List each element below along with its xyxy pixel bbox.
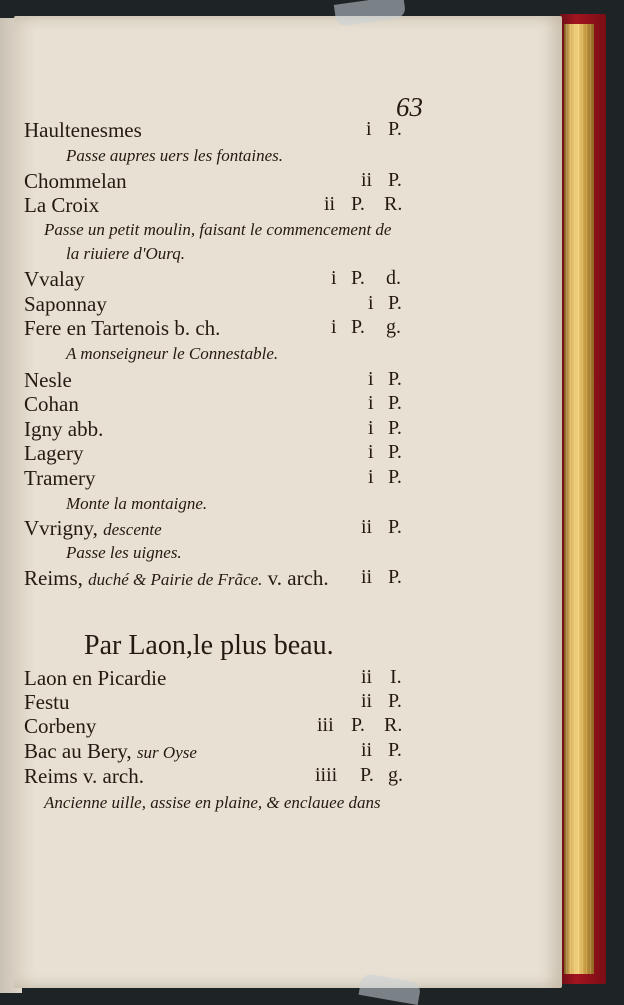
itinerary-row: [14, 193, 562, 219]
place-name: Chommelan: [24, 169, 127, 193]
post-mark: P.: [388, 292, 402, 314]
itinerary-row: [14, 169, 562, 195]
post-mark: P.: [388, 516, 402, 538]
distance: ii: [361, 566, 373, 588]
place-name: Tramery: [24, 466, 96, 490]
place-name: Lagery: [24, 441, 84, 465]
route-note: la riuiere d'Ourq.: [66, 244, 186, 263]
post-mark: P.: [388, 392, 402, 414]
place-name: Saponnay: [24, 292, 107, 316]
itinerary-row: [14, 739, 562, 765]
post-mark: P.: [388, 566, 402, 588]
distance: i: [368, 368, 374, 390]
itinerary-row: [14, 714, 562, 740]
place-name: Igny abb.: [24, 417, 104, 441]
distance: i: [368, 292, 374, 314]
route-note: Monte la montaigne.: [66, 494, 208, 513]
post-mark: P.: [388, 690, 402, 712]
route-note: Passe les uignes.: [66, 543, 182, 562]
distance: i: [368, 417, 374, 439]
distance: i: [366, 118, 372, 140]
relay-mark: g.: [388, 764, 403, 786]
itinerary-row: [14, 666, 562, 692]
route-note: Passe aupres uers les fontaines.: [66, 146, 284, 165]
route-note: Ancienne uille, assise en plaine, & enclauee dans: [44, 793, 381, 812]
distance: ii: [361, 739, 373, 761]
post-mark: P.: [388, 466, 402, 488]
page-number: 63: [396, 92, 423, 122]
post-mark: P.: [388, 118, 402, 140]
gilt-page-lines: [566, 24, 592, 974]
itinerary-row: [14, 118, 562, 144]
place-name: Cohan: [24, 392, 79, 416]
itinerary-row: [14, 292, 562, 318]
place-name: Nesle: [24, 368, 72, 392]
place-name: Vvalay: [24, 267, 85, 291]
distance: ii: [361, 666, 373, 688]
post-mark: P.: [388, 417, 402, 439]
relay-mark: g.: [386, 316, 401, 338]
relay-mark: d.: [386, 267, 401, 289]
distance: iii: [317, 714, 334, 736]
distance: ii: [361, 169, 373, 191]
distance: i: [368, 466, 374, 488]
itinerary-row: [14, 690, 562, 716]
distance: iiii: [315, 764, 338, 786]
place-name: Festu: [24, 690, 70, 714]
route-note: A monseigneur le Connestable.: [66, 344, 279, 363]
itinerary-row: [14, 368, 562, 394]
place-name: Laon en Picardie: [24, 666, 167, 690]
place-name: Bac au Bery, sur Oyse: [24, 739, 197, 763]
place-name: Haultenesmes: [24, 118, 142, 142]
post-mark: P.: [388, 368, 402, 390]
section-heading: Par Laon,le plus beau.: [84, 630, 334, 661]
post-mark: P.: [351, 193, 365, 215]
post-mark: P.: [351, 267, 365, 289]
place-name: La Croix: [24, 193, 100, 217]
distance: i: [368, 392, 374, 414]
itinerary-row: [14, 392, 562, 418]
book-page: [14, 16, 562, 988]
relay-mark: R.: [384, 714, 403, 736]
itinerary-row: [14, 316, 562, 342]
itinerary-row: [14, 516, 562, 542]
distance: ii: [324, 193, 336, 215]
distance: i: [368, 441, 374, 463]
itinerary-row: [14, 466, 562, 492]
place-name: Corbeny: [24, 714, 97, 738]
post-mark: P.: [388, 739, 402, 761]
place-name: Reims v. arch.: [24, 764, 144, 788]
itinerary-row: [14, 267, 562, 293]
distance: i: [331, 316, 337, 338]
itinerary-row: [14, 417, 562, 443]
place-name: Vvrigny, descente: [24, 516, 162, 540]
itinerary-row: [14, 566, 562, 592]
post-mark: P.: [360, 764, 374, 786]
distance: i: [331, 267, 337, 289]
post-mark: P.: [388, 441, 402, 463]
place-name: Reims, duché & Pairie de Frãce. v. arch.: [24, 566, 329, 590]
itinerary-row: [14, 441, 562, 467]
distance: ii: [361, 690, 373, 712]
post-mark: P.: [388, 169, 402, 191]
post-mark: I.: [390, 666, 402, 688]
relay-mark: R.: [384, 193, 403, 215]
itinerary-row: [14, 764, 562, 790]
place-name: Fere en Tartenois b. ch.: [24, 316, 221, 340]
post-mark: P.: [351, 316, 365, 338]
route-note: Passe un petit moulin, faisant le commencement de: [44, 220, 392, 239]
distance: ii: [361, 516, 373, 538]
post-mark: P.: [351, 714, 365, 736]
